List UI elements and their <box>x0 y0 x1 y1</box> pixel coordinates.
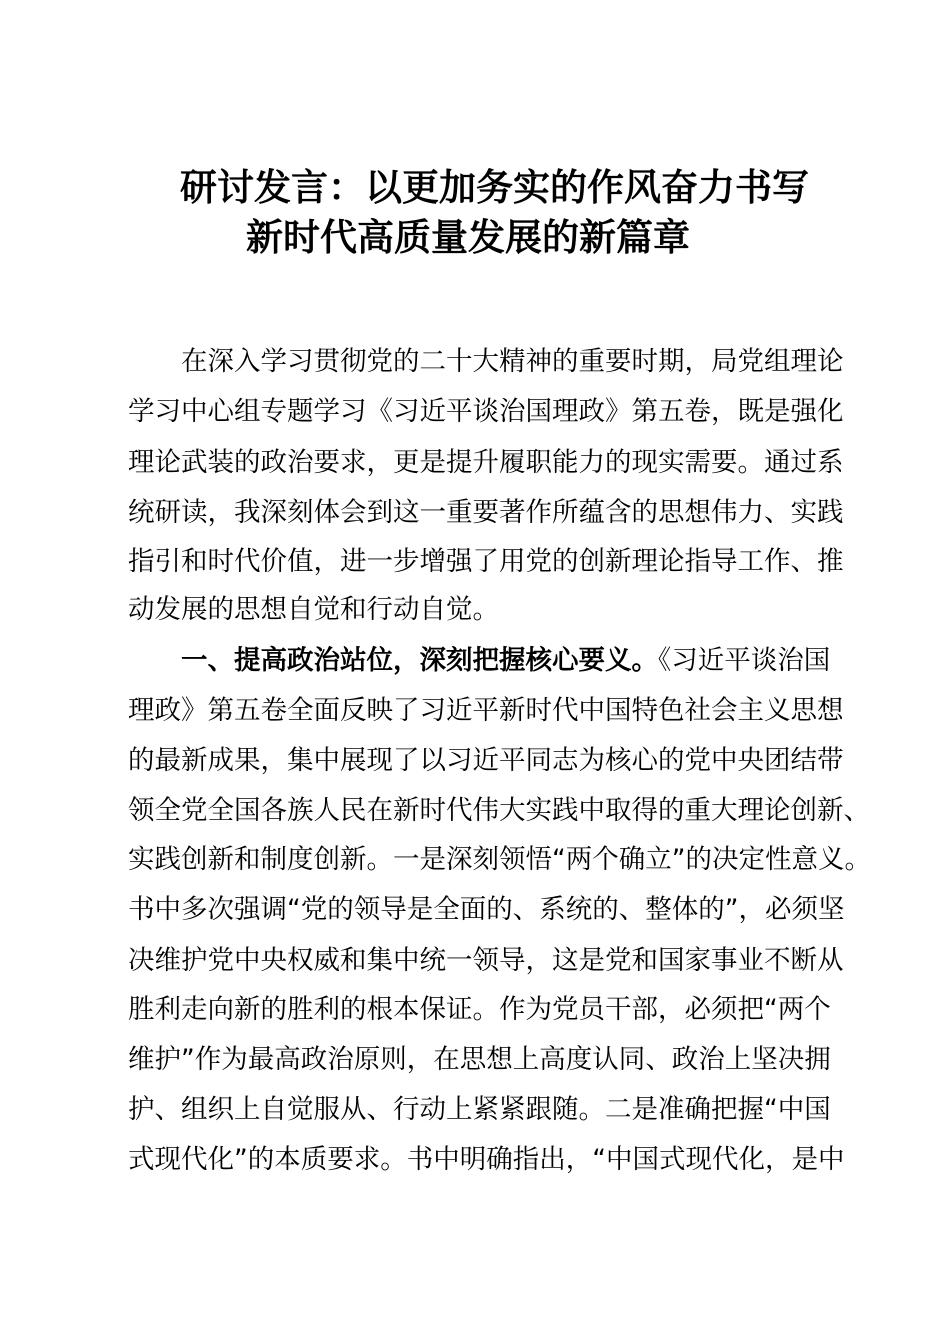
text-line: 动发展的思想自觉和行动自觉。 <box>128 594 499 625</box>
text-line: 的最新成果，集中展现了以习近平同志为核心的党中央团结带 <box>128 745 844 776</box>
text-line: 书中多次强调“党的领导是全面的、系统的、整体的”，必须坚 <box>128 894 845 925</box>
text-line: 实践创新和制度创新。一是深刻领悟“两个确立”的决定性意义。 <box>128 844 871 875</box>
text-line: 理论武装的政治要求，更是提升履职能力的现实需要。通过系 <box>128 447 844 478</box>
text-line: 在深入学习贯彻党的二十大精神的重要时期，局党组理论 <box>181 346 844 377</box>
text-line: 领全党全国各族人民在新时代伟大实践中取得的重大理论创新、 <box>128 795 870 826</box>
text-segment: 《习近平谈治国 <box>658 645 831 676</box>
text-line: 学习中心组专题学习《习近平谈治国理政》第五卷，既是强化 <box>128 396 844 427</box>
text-line: 理政》第五卷全面反映了习近平新时代中国特色社会主义思想 <box>128 695 844 726</box>
section-heading: 一、提高政治站位，深刻把握核心要义。 <box>181 645 658 676</box>
text-line: 式现代化”的本质要求。书中明确指出，“中国式现代化，是中 <box>128 1144 845 1175</box>
document-title-line-1: 研讨发言：以更加务实的作风奋力书写 <box>180 166 809 209</box>
text-line: 护、组织上自觉服从、行动上紧紧跟随。二是准确把握“中国 <box>128 1094 831 1125</box>
document-title-line-2: 新时代高质量发展的新篇章 <box>246 216 690 259</box>
text-line: 统研读，我深刻体会到这一重要著作所蕴含的思想伟力、实践 <box>128 497 844 528</box>
text-line: 决维护党中央权威和集中统一领导，这是党和国家事业不断从 <box>128 945 844 976</box>
text-line: 指引和时代价值，进一步增强了用党的创新理论指导工作、推 <box>128 546 844 577</box>
text-line <box>181 644 881 678</box>
text-line: 维护”作为最高政治原则，在思想上高度认同、政治上坚决拥 <box>128 1044 831 1075</box>
text-line: 胜利走向新的胜利的根本保证。作为党员干部，必须把“两个 <box>128 994 831 1025</box>
